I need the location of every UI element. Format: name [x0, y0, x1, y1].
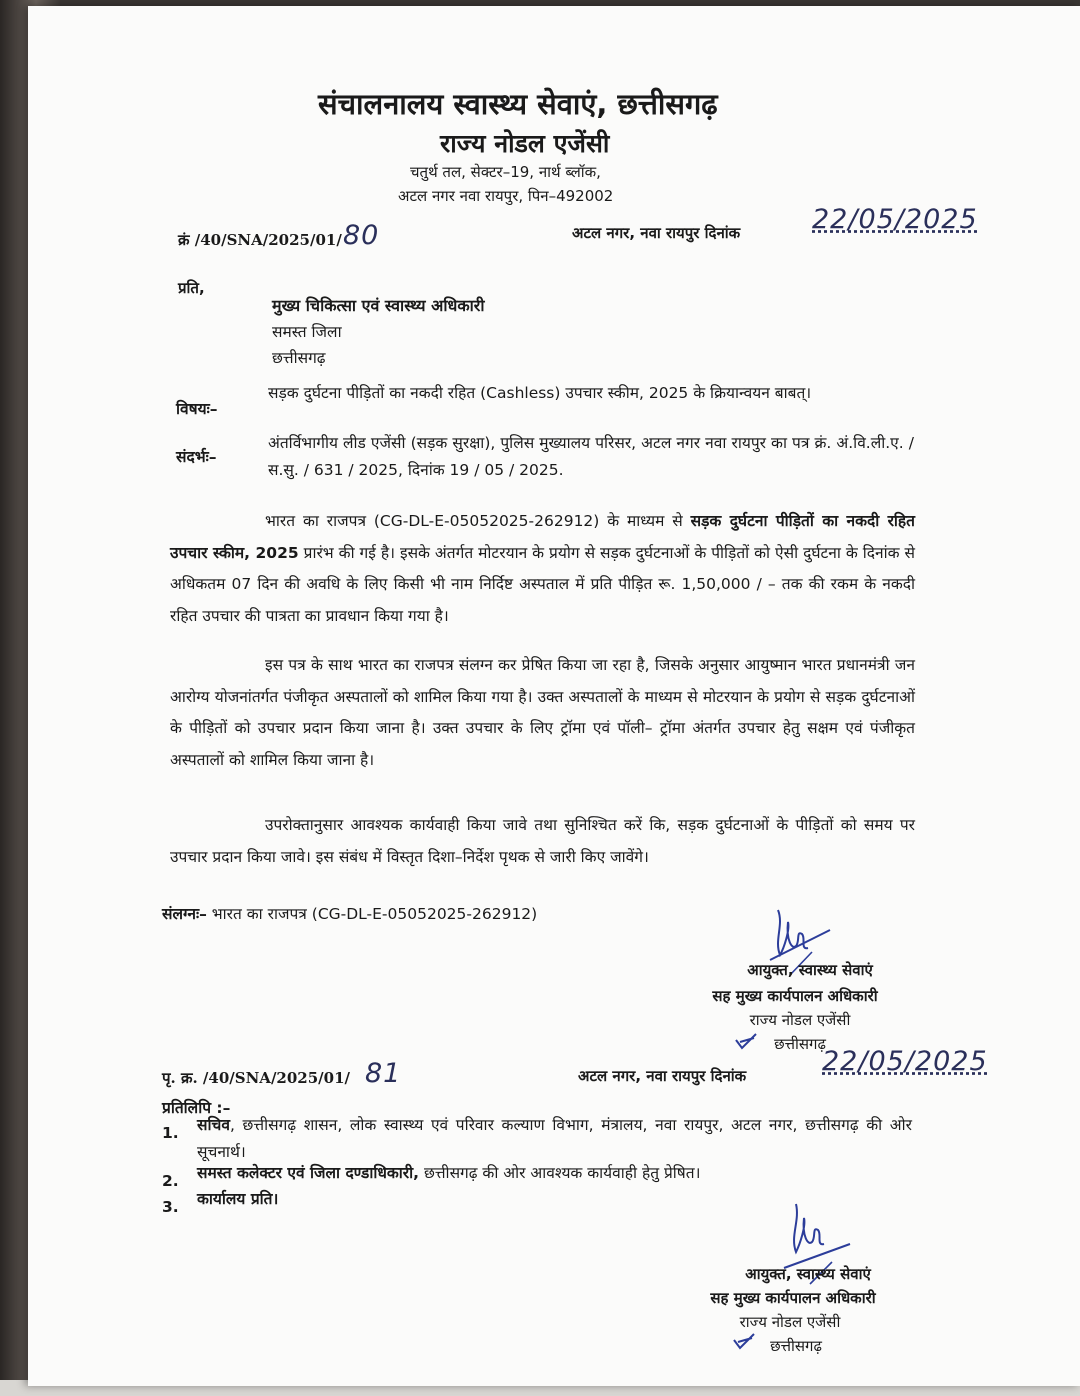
copy-item-2-recipient: समस्त कलेक्टर एवं जिला दण्डाधिकारी,	[197, 1164, 420, 1182]
letter-number: क्रं /40/SNA/2025/01/	[178, 231, 342, 249]
endorsement-number: पृ. क्र. /40/SNA/2025/01/	[162, 1069, 350, 1087]
paragraph-1-text-a: भारत का राजपत्र (CG-DL-E-05052025-262912) के माध्यम से	[265, 512, 691, 530]
enclosure-text: भारत का राजपत्र (CG-DL-E-05052025-262912)	[211, 905, 538, 923]
initial-tick-mark-2	[732, 1330, 758, 1352]
header-address-line1: चतुर्थ तल, सेक्टर–19, नार्थ ब्लॉक,	[410, 163, 601, 181]
body-paragraph-2: इस पत्र के साथ भारत का राजपत्र संलग्न कर प्रेषित किया जा रहा है, जिसके अनुसार आयुष्मान भारत प्रधानमंत्री जन आरोग्य योजनांतर्गत पंजीकृत अस्पतालों को शामिल किया गया है। उक्त अस्पतालों के माध्यम से मोटरयान के प्रयोग से सड़क दुर्घटनाओं के पीड़ितों को उपचार प्रदान किया जाना है। उक्त उपचार के लिए ट्रॉमा एवं पॉली– ट्रॉमा अंतर्गत उपचार हेतु सक्षम एवं पंजीकृत अस्पतालों को शामिल किया जाना है।	[170, 656, 915, 769]
scheme-name-bold: सड़क दुर्घटना पीड़ितों का नकदी रहित उपचार स्कीम, 2025	[170, 512, 916, 562]
copy-item-3-recipient: कार्यालय प्रति।	[197, 1190, 279, 1208]
signature-2-title: सह मुख्य कार्यपालन अधिकारी	[710, 1289, 876, 1307]
letter-number-handwritten: 80	[343, 220, 380, 251]
endorsement-date-handwritten: 22/05/2025	[822, 1046, 988, 1077]
header-address-line2: अटल नगर नवा रायपुर, पिन–492002	[398, 187, 614, 205]
place-date-label: अटल नगर, नवा रायपुर दिनांक	[572, 224, 741, 242]
paragraph-1-text-b: प्रारंभ की गई है। इसके अंतर्गत मोटरयान के प्रयोग से सड़क दुर्घटनाओं के पीड़ितों को ऐसी दुर्घटना के दिनांक से अधिकतम 07 दिन की अवधि के लिए किसी भी नाम निर्दिष्ट अस्पताल में प्रति पीड़ित रू. 1,50,000 / – तक की रकम के नकदी रहित उपचार की पात्रता का प्रावधान किया गया है।	[170, 543, 915, 625]
endorsement-number-handwritten: 81	[365, 1058, 402, 1089]
copy-label: प्रतिलिपि :–	[162, 1099, 231, 1117]
subject-label: विषयः–	[176, 400, 218, 418]
signature-2-state: छत्तीसगढ़	[770, 1337, 822, 1355]
header-agency-name: राज्य नोडल एजेंसी	[440, 129, 610, 158]
header-office-name: संचालनालय स्वास्थ्य सेवाएं, छत्तीसगढ़	[318, 87, 718, 121]
reference-text: अंतर्विभागीय लीड एजेंसी (सड़क सुरक्षा), पुलिस मुख्यालय परिसर, अटल नगर नवा रायपुर का पत्र क्रं. अं.वि.ली.ए. / स.सु. / 631 / 2025, दिनांक 19 / 05 / 2025.	[268, 434, 914, 479]
body-paragraph-3: उपरोक्तानुसार आवश्यक कार्यवाही किया जावे तथा सुनिश्चित करें कि, सड़क दुर्घटनाओं के पीड़ितों को समय पर उपचार प्रदान किया जावे। इस संबंध में विस्तृत दिशा–निर्देश पृथक से जारी किए जावेंगे।	[170, 816, 915, 866]
initial-tick-mark-1	[734, 1030, 760, 1052]
endorsement-place-date-label: अटल नगर, नवा रायपुर दिनांक	[578, 1067, 747, 1085]
body-paragraph-1	[170, 506, 915, 632]
signature-1-state: छत्तीसगढ़	[774, 1035, 826, 1053]
copy-item-1-text: , छत्तीसगढ़ शासन, लोक स्वास्थ्य एवं परिवार कल्याण विभाग, मंत्रालय, नवा रायपुर, अटल नगर, छत्तीसगढ़ की ओर सूचनार्थ।	[197, 1116, 912, 1161]
copy-item-2-number: 2.	[162, 1172, 179, 1190]
to-label: प्रति,	[178, 279, 205, 297]
copy-item-1	[197, 1112, 912, 1166]
signature-1-title: सह मुख्य कार्यपालन अधिकारी	[712, 987, 878, 1005]
signature-2-designation: आयुक्त, स्वास्थ्य सेवाएं	[745, 1265, 871, 1283]
signature-1-agency: राज्य नोडल एजेंसी	[749, 1011, 851, 1029]
signature-2-agency: राज्य नोडल एजेंसी	[739, 1313, 841, 1331]
copy-item-2-text: छत्तीसगढ़ की ओर आवश्यक कार्यवाही हेतु प्रेषित।	[419, 1164, 701, 1182]
signature-1-designation: आयुक्त, स्वास्थ्य सेवाएं	[747, 961, 873, 979]
enclosure-label: संलग्नः–	[162, 905, 207, 923]
date-handwritten: 22/05/2025	[812, 204, 978, 235]
enclosure	[162, 902, 537, 924]
copy-item-3-number: 3.	[162, 1198, 179, 1216]
copy-item-2	[197, 1160, 912, 1187]
copy-item-1-recipient: सचिव	[197, 1116, 230, 1134]
addressee-title: मुख्य चिकित्सा एवं स्वास्थ्य अधिकारी	[272, 296, 485, 315]
copy-item-1-number: 1.	[162, 1124, 179, 1142]
subject-text: सड़क दुर्घटना पीड़ितों का नकदी रहित (Cashless) उपचार स्कीम, 2025 के क्रियान्वयन बाबत्।	[268, 384, 812, 402]
addressee-state: छत्तीसगढ़	[272, 349, 326, 367]
addressee-district: समस्त जिला	[272, 323, 342, 341]
reference-label: संदर्भः–	[176, 448, 217, 466]
